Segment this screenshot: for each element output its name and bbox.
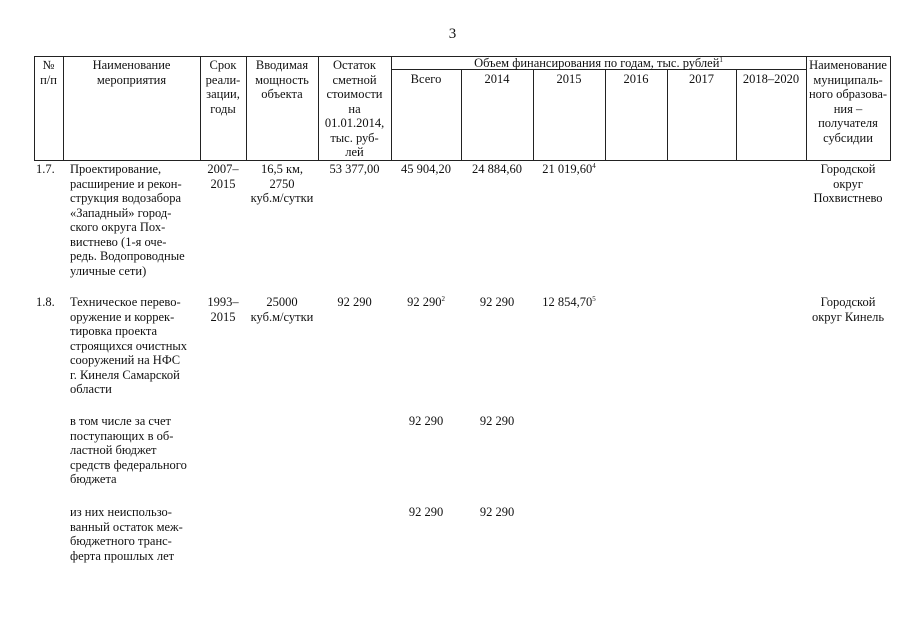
footnote-marker: 2 bbox=[441, 295, 445, 303]
header-recipient: Наименование муниципаль- ного образова- ния – получателя субсидии bbox=[808, 58, 888, 145]
row-capacity: 16,5 км, 2750 куб.м/сутки bbox=[250, 162, 314, 205]
row-recipient: Городской округ Похвистнево bbox=[813, 162, 883, 205]
header-term: Срок реали- зации, годы bbox=[205, 58, 241, 116]
subrow-name: из них неиспользо- ванный остаток меж- бюджетного транс- ферта прошлых лет bbox=[70, 505, 183, 563]
row-2015: 12 854,70$^5$ bbox=[542, 295, 596, 309]
subrow-name: в том числе за счет поступающих в об- ластной бюджет средств федерального бюджета bbox=[70, 414, 187, 486]
header-remainder: Остаток сметной стоимости на 01.01.2014, тыс. руб- лей bbox=[324, 58, 385, 159]
header-funding-title: Объем финансирования по годам, тыс. рублей$^1$ bbox=[474, 56, 723, 70]
row-remainder: 53 377,00 bbox=[329, 162, 380, 176]
row-name: Проектирование, расширение и рекон- струкция водозабора «Западный» город- ского округа Пох- вистнево (1-я оче- редь. Водопроводные уличные сети) bbox=[70, 162, 185, 278]
row-name: Техническое перево- оружение и коррек- тировка проекта строящихся очистных сооружений на НФС г. Кинеля Самарской области bbox=[70, 295, 188, 396]
row-term: 2007– 2015 bbox=[207, 162, 239, 191]
row-2014: 24 884,60 bbox=[472, 162, 522, 176]
header-num: № п/п bbox=[40, 58, 57, 87]
header-year-2018-2020: 2018–2020 bbox=[742, 72, 800, 86]
row-number: 1.8. bbox=[36, 295, 55, 309]
row-2014: 92 290 bbox=[479, 295, 515, 309]
row-total: 92 $290^2$ bbox=[407, 295, 445, 309]
header-year-total: Всего bbox=[410, 72, 442, 86]
row-recipient: Городской округ Кинель bbox=[811, 295, 885, 324]
subrow-2014: 92 290 bbox=[479, 505, 515, 519]
subrow-total: 92 290 bbox=[408, 414, 444, 428]
row-total: 45 904,20 bbox=[401, 162, 451, 176]
header-year-2017: 2017 bbox=[689, 72, 714, 86]
header-year-2015: 2015 bbox=[556, 72, 582, 86]
header-year-2016: 2016 bbox=[623, 72, 649, 86]
header-name: Наименование мероприятия bbox=[92, 58, 171, 87]
row-remainder: 92 290 bbox=[337, 295, 372, 309]
header-capacity: Вводимая мощность объекта bbox=[255, 58, 309, 101]
row-2015: 21 019,60$^4$ bbox=[542, 162, 596, 176]
page-number: 3 bbox=[448, 26, 457, 42]
footnote-marker: 5 bbox=[592, 295, 596, 303]
footnote-marker: 4 bbox=[592, 162, 596, 170]
subrow-2014: 92 290 bbox=[479, 414, 515, 428]
subrow-total: 92 290 bbox=[408, 505, 444, 519]
row-capacity: 25000 куб.м/сутки bbox=[250, 295, 314, 324]
row-term: 1993– 2015 bbox=[207, 295, 239, 324]
header-year-2014: 2014 bbox=[484, 72, 510, 86]
row-number: 1.7. bbox=[36, 162, 55, 176]
footnote-marker: 1 bbox=[719, 56, 723, 64]
